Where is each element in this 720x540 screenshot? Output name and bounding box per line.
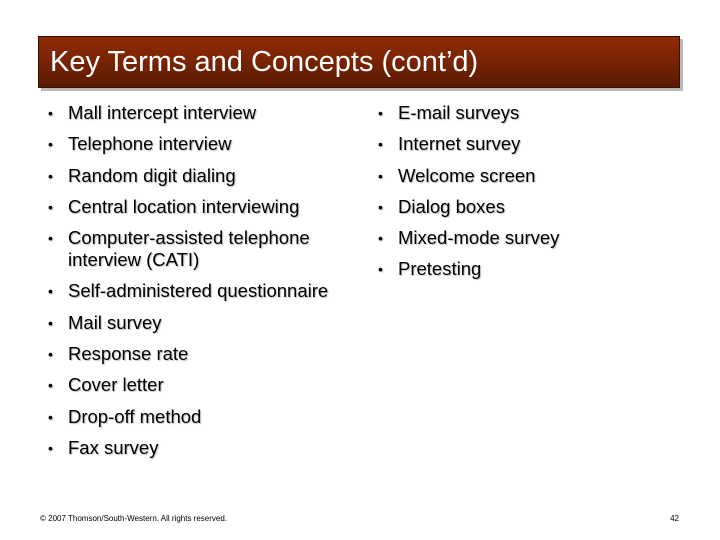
bullet-icon: • (378, 230, 383, 247)
list-item-label: Fax survey (68, 436, 159, 458)
list-item (40, 102, 370, 124)
list-item (40, 437, 370, 459)
bullet-icon: • (48, 408, 53, 425)
bullet-icon: • (48, 314, 53, 331)
title-bar (38, 36, 680, 88)
bullet-icon: • (48, 136, 53, 153)
list-item-label: Internet survey (398, 133, 521, 155)
bullet-icon: • (48, 105, 53, 121)
list-item-label: Pretesting (398, 258, 482, 280)
list-item (40, 374, 370, 396)
list-item-label: Response rate (68, 343, 189, 365)
bullet-icon: • (48, 198, 53, 215)
copyright-notice: © 2007 Thomson/South-Western. All rights reserved. (40, 514, 228, 523)
list-item-label: Self-administered questionnaire (68, 280, 329, 302)
list-item-label: Mall intercept interview (68, 102, 257, 123)
bullet-icon: • (48, 283, 53, 300)
list-item (40, 312, 370, 334)
list-item (40, 343, 370, 365)
list-item (40, 196, 370, 218)
list-item (370, 102, 690, 124)
list-item-label: Central location interviewing (68, 195, 300, 217)
list-item-label: Random digit dialing (68, 164, 236, 186)
list-item (40, 280, 370, 302)
bullet-icon: • (48, 167, 53, 184)
bullet-icon: • (378, 105, 383, 121)
list-item-label: Computer-assisted telephone interview (CATI) (68, 227, 310, 271)
list-item-label: Dialog boxes (398, 195, 505, 217)
bullet-icon: • (378, 136, 383, 153)
list-item-label: Drop-off method (68, 405, 202, 427)
list-item (370, 227, 690, 249)
bullet-icon: • (48, 439, 53, 456)
list-item-label: Telephone interview (68, 133, 232, 155)
list-item (40, 165, 370, 187)
list-item (40, 406, 370, 428)
list-item (370, 165, 690, 187)
right-term-list (370, 102, 690, 290)
left-term-list (40, 102, 370, 468)
list-item-label: Mail survey (68, 311, 162, 333)
bullet-icon: • (378, 167, 383, 184)
list-item-label: Mixed-mode survey (398, 227, 560, 249)
bullet-icon: • (378, 198, 383, 215)
page-number: 42 (670, 514, 679, 523)
bullet-icon: • (378, 261, 383, 278)
list-item-label: Cover letter (68, 374, 164, 396)
list-item (370, 258, 690, 280)
list-item (370, 133, 690, 155)
bullet-icon: • (48, 346, 53, 363)
list-item-label: Welcome screen (398, 164, 536, 186)
bullet-icon: • (48, 230, 53, 247)
slide-title: Key Terms and Concepts (cont’d) (50, 46, 479, 78)
list-item (370, 196, 690, 218)
bullet-icon: • (48, 377, 53, 394)
list-item (40, 133, 370, 155)
list-item (40, 227, 370, 271)
list-item-label: E-mail surveys (398, 102, 520, 123)
